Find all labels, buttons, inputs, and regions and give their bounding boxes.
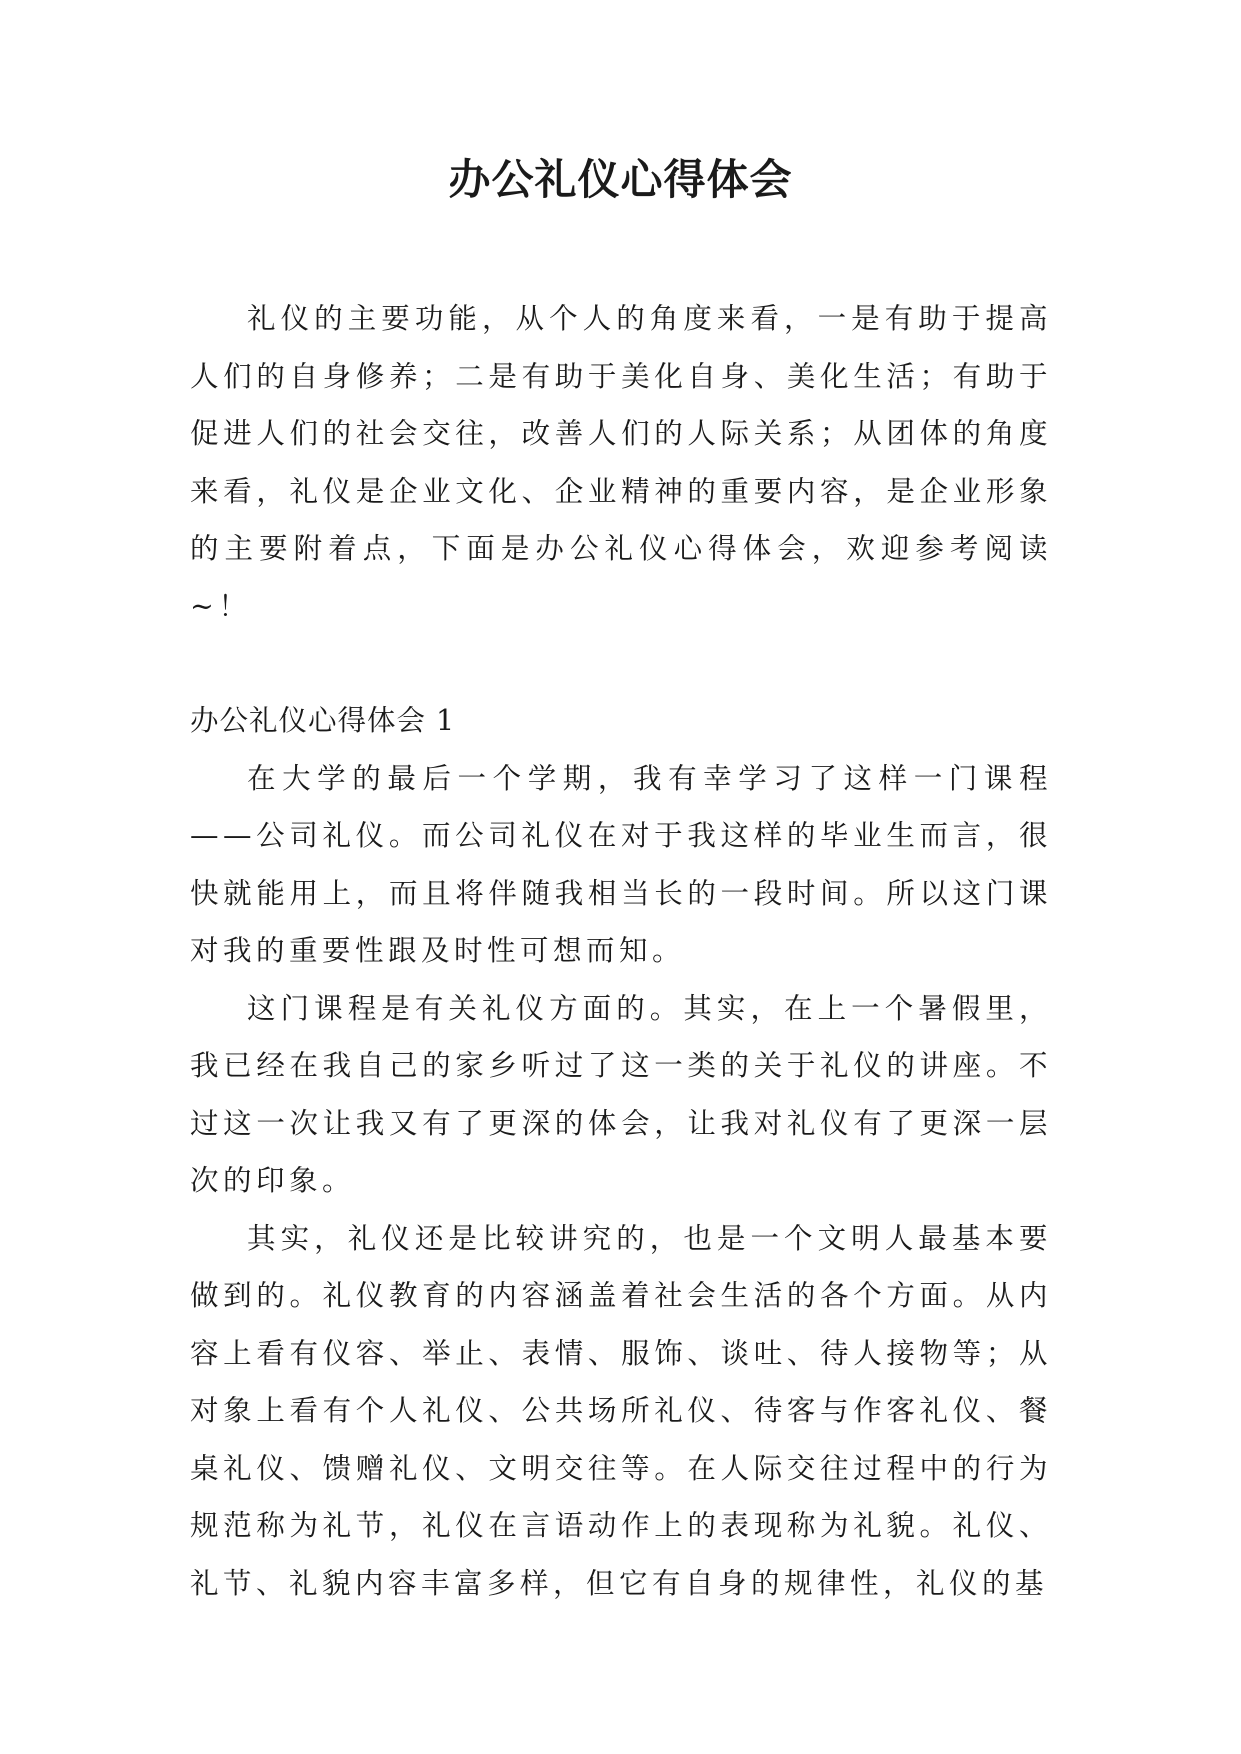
body-paragraph: 这门课程是有关礼仪方面的。其实，在上一个暑假里，我已经在我自己的家乡听过了这一类的关于礼仪的讲座。不过这一次让我又有了更深的体会，让我对礼仪有了更深一层次的印象。 xyxy=(190,991,1052,1197)
document-title: 办公礼仪心得体会 xyxy=(448,155,793,204)
body-paragraph: 其实，礼仪还是比较讲究的，也是一个文明人最基本要做到的。礼仪教育的内容涵盖着社会生活的各个方面。从内容上看有仪容、举止、表情、服饰、谈吐、待人接物等；从对象上看有个人礼仪、公共场所礼仪、待客与作客礼仪、餐桌礼仪、馈赠礼仪、文明交往等。在人际交往过程中的行为规范称为礼节，礼仪在言语动作上的表现称为礼貌。礼仪、礼节、礼貌内容丰富多样，但它有自身的规律性，礼仪的基 xyxy=(190,1221,1052,1600)
intro-paragraph: 礼仪的主要功能，从个人的角度来看，一是有助于提高人们的自身修养；二是有助于美化自身、美化生活；有助于促进人们的社会交往，改善人们的人际关系；从团体的角度来看，礼仪是企业文化、企业精神的重要内容，是企业形象的主要附着点，下面是办公礼仪心得体会，欢迎参考阅读~！ xyxy=(190,302,1052,623)
section-heading: 办公礼仪心得体会 1 xyxy=(190,704,456,737)
document-body xyxy=(190,290,1052,1612)
body-paragraph: 在大学的最后一个学期，我有幸学习了这样一门课程——公司礼仪。而公司礼仪在对于我这样的毕业生而言，很快就能用上，而且将伴随我相当长的一段时间。所以这门课对我的重要性跟及时性可想而知。 xyxy=(190,761,1052,967)
